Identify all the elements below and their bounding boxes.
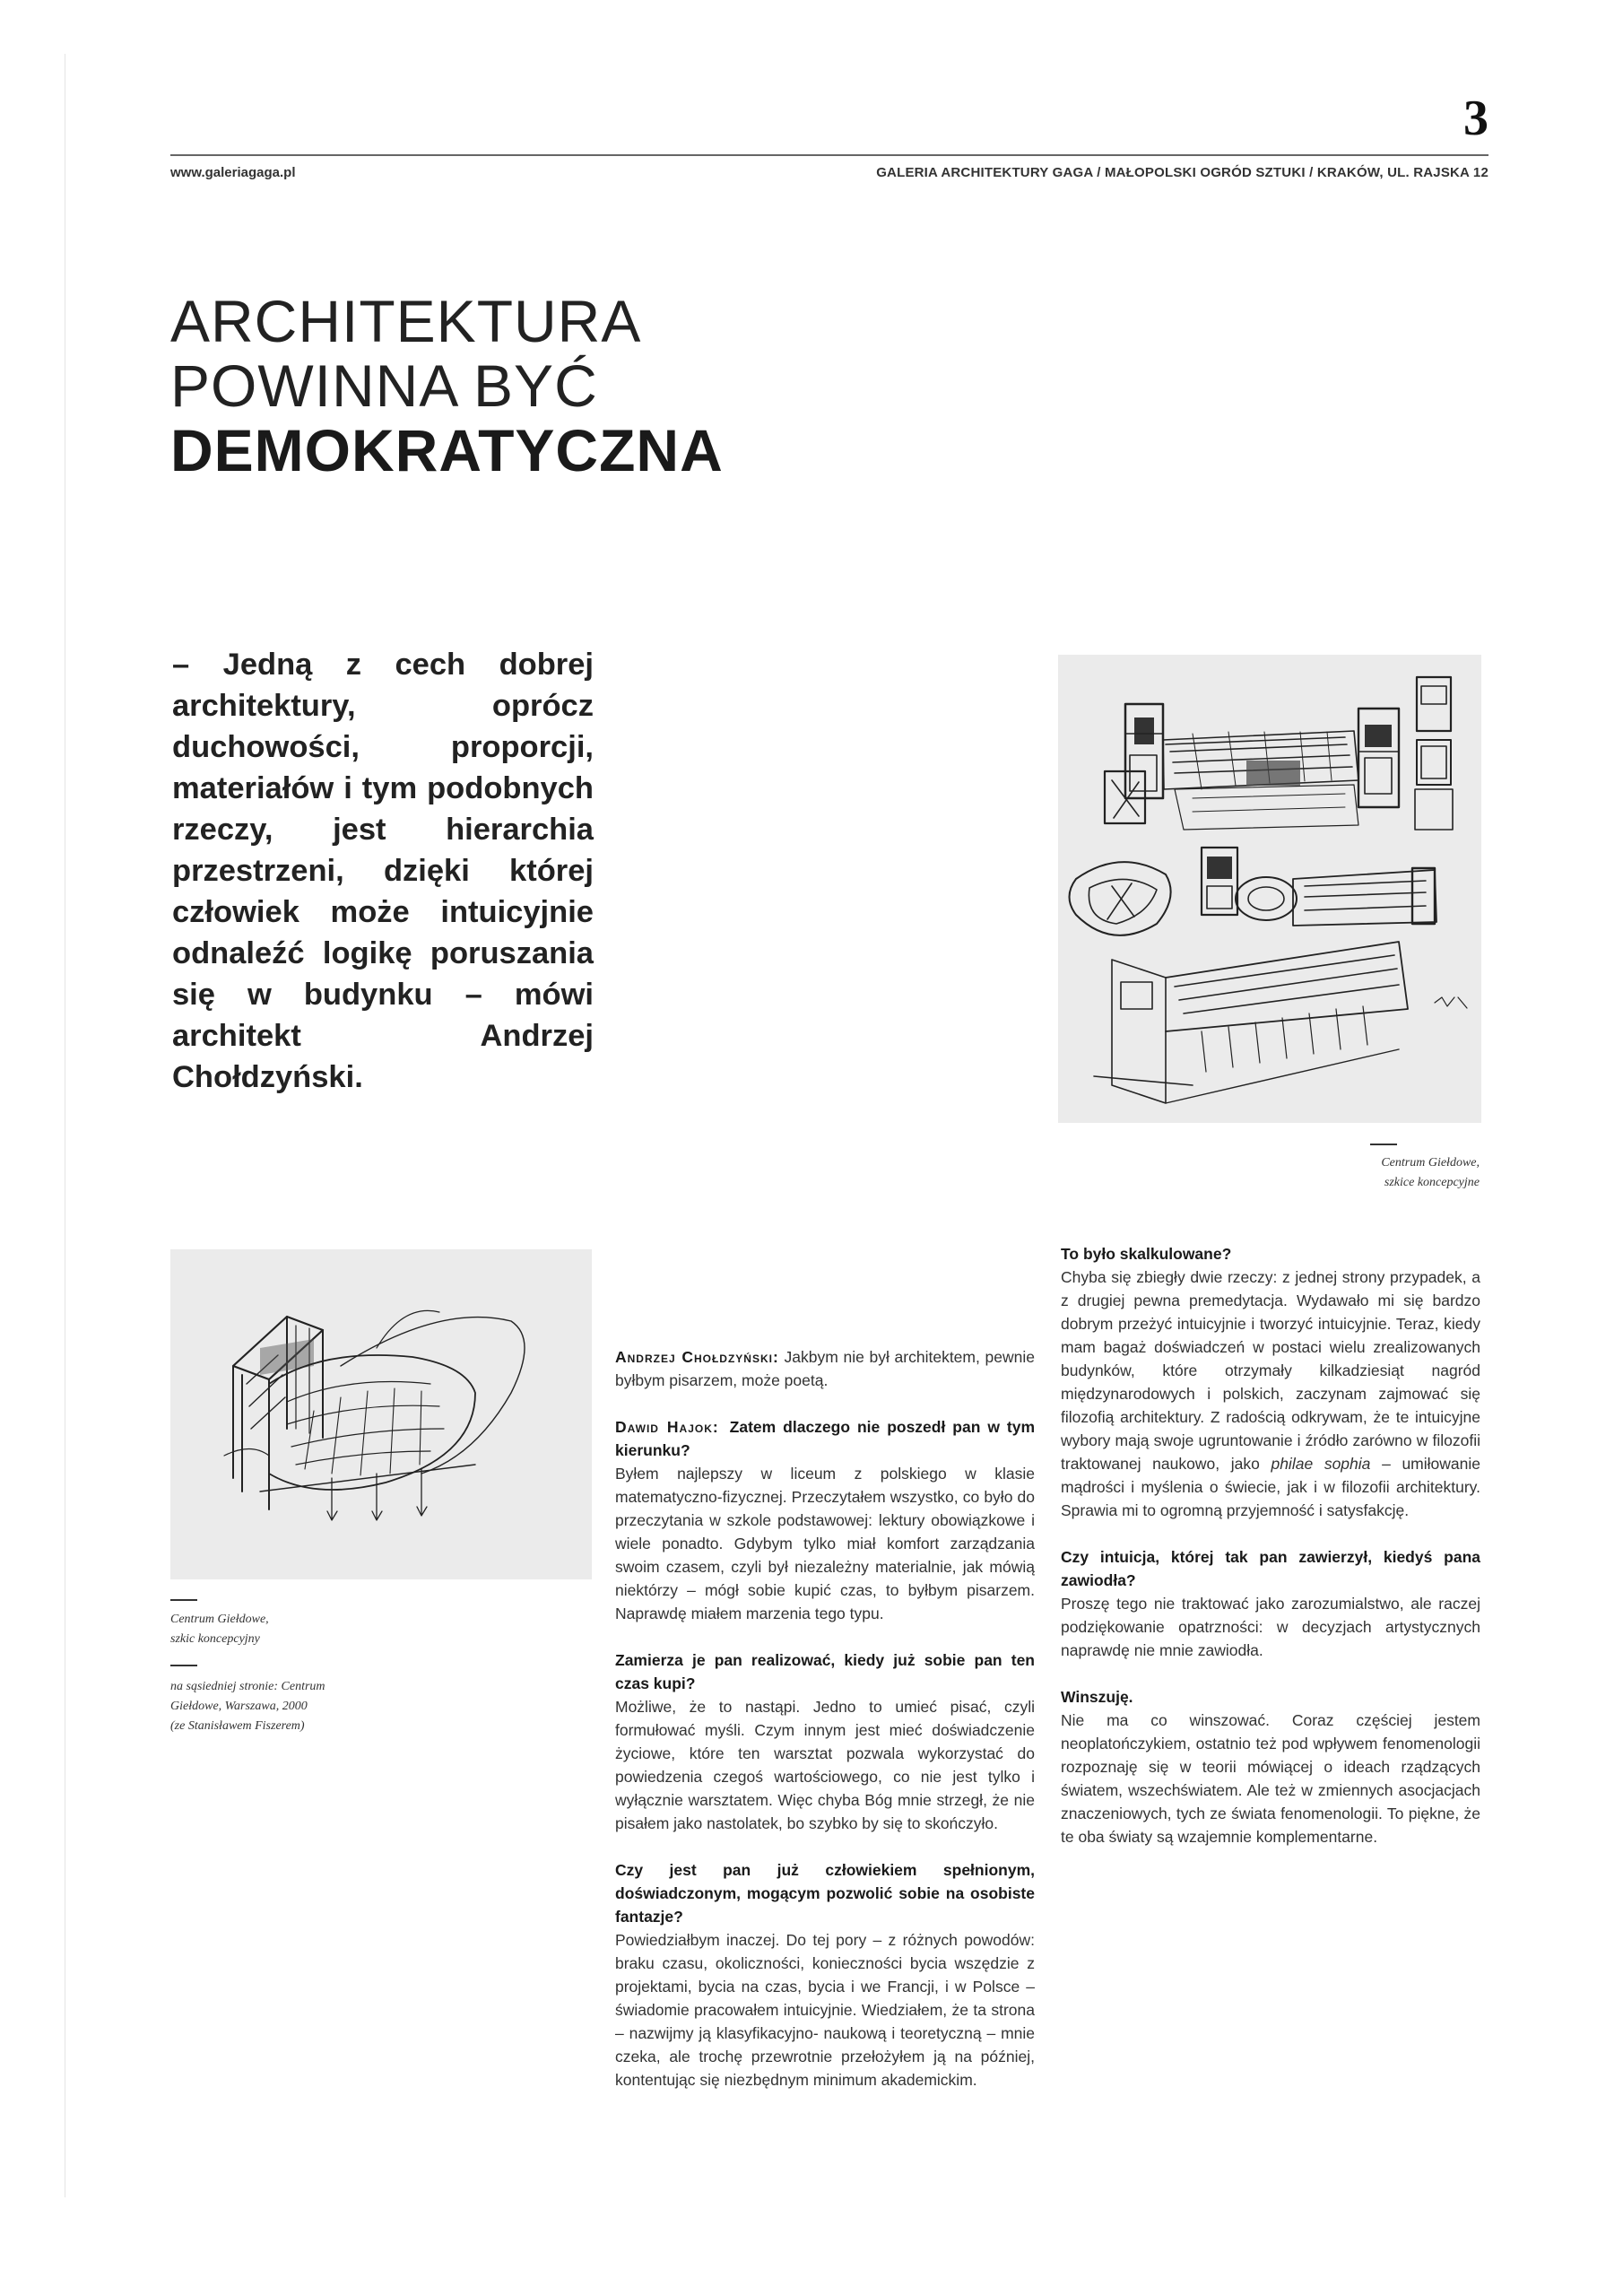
caption-top-line-2: szkice koncepcyjne bbox=[1384, 1176, 1480, 1189]
caption-left-line-1: Centrum Giełdowe, bbox=[170, 1613, 269, 1626]
question-paragraph bbox=[615, 1415, 1035, 1462]
question-paragraph: Czy jest pan już człowiekiem spełnionym, doświadczonym, mogącym pozwolić sobie na osobiste fantazje? bbox=[615, 1861, 1035, 1926]
caption-top bbox=[1345, 1153, 1480, 1193]
page-number: 3 bbox=[1463, 91, 1488, 146]
sketch-image-top bbox=[1058, 655, 1481, 1123]
sketch-image-left bbox=[170, 1249, 592, 1579]
question-paragraph: Zamierza je pan realizować, kiedy już sobie pan ten czas kupi? bbox=[615, 1651, 1035, 1692]
header-url[interactable]: www.galeriagaga.pl bbox=[170, 165, 296, 180]
question-paragraph: Winszuję. bbox=[1061, 1688, 1133, 1706]
title-line-1: ARCHITEKTURA bbox=[170, 288, 642, 354]
answer-text: Jakbym nie był architektem, pewnie byłbym pisarzem, może poetą. bbox=[615, 1348, 1035, 1389]
answer-paragraph bbox=[1061, 1265, 1480, 1522]
caption-dash-left-1 bbox=[170, 1599, 197, 1601]
answer-text: – umiłowanie mądrości i myślenia o świecie, jak i w filozofii architektury. Sprawia mi to ogromną przyjemność i satysfakcję. bbox=[1061, 1455, 1480, 1519]
caption-left-line-2: szkic koncepcyjny bbox=[170, 1632, 260, 1646]
caption-left bbox=[170, 1610, 395, 1649]
answer-paragraph: Proszę tego nie traktować jako zarozumialstwo, ale raczej podziękowanie opatrzności: w decyzjach artystycznych naprawdę nie mnie zawiodła. bbox=[1061, 1595, 1480, 1659]
answer-paragraph: Nie ma co winszować. Coraz częściej jestem neoplatończykiem, ostatnio też pod wpływem fenomenologii rozpoznaję się w teorii mówiącej o ideach rządzących światem, wszechświatem. Ale też w zmiennych asocjacjach znaczeniowych, tych ze świata fenomenologii. To piękne, że te oba światy są wzajemnie komplementarne. bbox=[1061, 1711, 1480, 1846]
interview-column-right bbox=[1061, 1242, 1480, 1848]
interview-column-middle bbox=[615, 1345, 1035, 2092]
question-paragraph: To było skalkulowane? bbox=[1061, 1245, 1232, 1263]
speaker-andrzej: Andrzej Chołdzyński: bbox=[615, 1348, 779, 1366]
answer-paragraph: Możliwe, że to nastąpi. Jedno to umieć pisać, czyli formułować myśli. Czym innym jest mieć doświadczenie życiowe, które ten warsztat pozwala wykorzystać do powiedzenia czegoś wartościowego, co nie jest tylko i wyłącznie warsztatem. Więc chyba Bóg mnie strzegł, że nie pisałem jako nastolatek, bo szybko by się to skończyło. bbox=[615, 1698, 1035, 1832]
caption-note-line-2: Giełdowe, Warszawa, 2000 bbox=[170, 1700, 308, 1713]
header-rule bbox=[170, 154, 1488, 156]
title-line-3: DEMOKRATYCZNA bbox=[170, 417, 724, 483]
speaker-dawid: Dawid Hajok: bbox=[615, 1418, 719, 1436]
caption-note-line-3: (ze Stanisławem Fiszerem) bbox=[170, 1719, 305, 1733]
title-line-2: POWINNA BYĆ bbox=[170, 352, 598, 419]
answer-italic: philae sophia bbox=[1271, 1455, 1371, 1473]
question-paragraph: Czy intuicja, której tak pan zawierzył, kiedyś pana zawiodła? bbox=[1061, 1548, 1480, 1589]
answer-paragraph: Byłem najlepszy w liceum z polskiego w klasie matematyczno-fizycznej. Przeczytałem wszystko, co było do przeczytania w szkole podstawowej: lektury obowiązkowe i wiele ponadto. Gdybym tylko miał komfort zarządzania swoim czasem, czyli był niezależny materialnie, jak mówią niektórzy – mógł sobie kupić czas, to byłbym pisarzem. Naprawdę miałem marzenia tego typu. bbox=[615, 1465, 1035, 1622]
answer-text: Chyba się zbiegły dwie rzeczy: z jednej strony przypadek, a z drugiej pewna premedytacja. Wydawało mi się bardzo dobrym przeżyć intuicyjnie i tworzyć intuicyjnie. Teraz, kiedy mam bagaż doświadczeń w postaci wielu zrealizowanych budynków, które otrzymały kilkadziesiąt nagród międzynarodowych i polskich, zaczynam zajmować się filozofią architektury. Z radością odkrywam, że te intuicyjne wybory mają swoje ugruntowanie i źródło zarówno w filozofii traktowanej naukowo, jako bbox=[1061, 1268, 1480, 1473]
question-text: Zatem dlaczego nie poszedł pan w tym kierunku? bbox=[615, 1418, 1035, 1459]
caption-top-line-1: Centrum Giełdowe, bbox=[1381, 1156, 1480, 1170]
caption-dash-left-2 bbox=[170, 1665, 197, 1666]
caption-dash-top bbox=[1370, 1144, 1397, 1145]
answer-paragraph: Powiedziałbym inaczej. Do tej pory – z różnych powodów: braku czasu, okoliczności, konieczności bycia wszędzie z projektami, bycia na czas, bycia i we Francji, i w Polsce – świadomie pracowałem intuicyjnie. Wiedziałem, że ta strona – nazwijmy ją klasyfikacyjno- naukową i teoretyczną – mnie czeka, ale trochę przewrotnie przełożyłem ją na później, kontentując się niezbędnym minimum akademickim. bbox=[615, 1931, 1035, 2089]
caption-note-line-1: na sąsiedniej stronie: Centrum bbox=[170, 1680, 325, 1693]
answer-paragraph bbox=[615, 1345, 1035, 1392]
article-title bbox=[170, 289, 724, 483]
caption-left-note bbox=[170, 1677, 395, 1736]
lead-paragraph: – Jedną z cech dobrej architektury, oprócz duchowości, proporcji, materiałów i tym podobnych rzeczy, jest hierarchia przestrzeni, dzięki której człowiek może intuicyjnie odnaleźć logikę poruszania się w budynku – mówi architekt Andrzej Chołdzyński. bbox=[172, 648, 594, 1094]
header-venue: GALERIA ARCHITEKTURY GAGA / MAŁOPOLSKI OGRÓD SZTUKI / KRAKÓW, UL. RAJSKA 12 bbox=[876, 165, 1488, 180]
